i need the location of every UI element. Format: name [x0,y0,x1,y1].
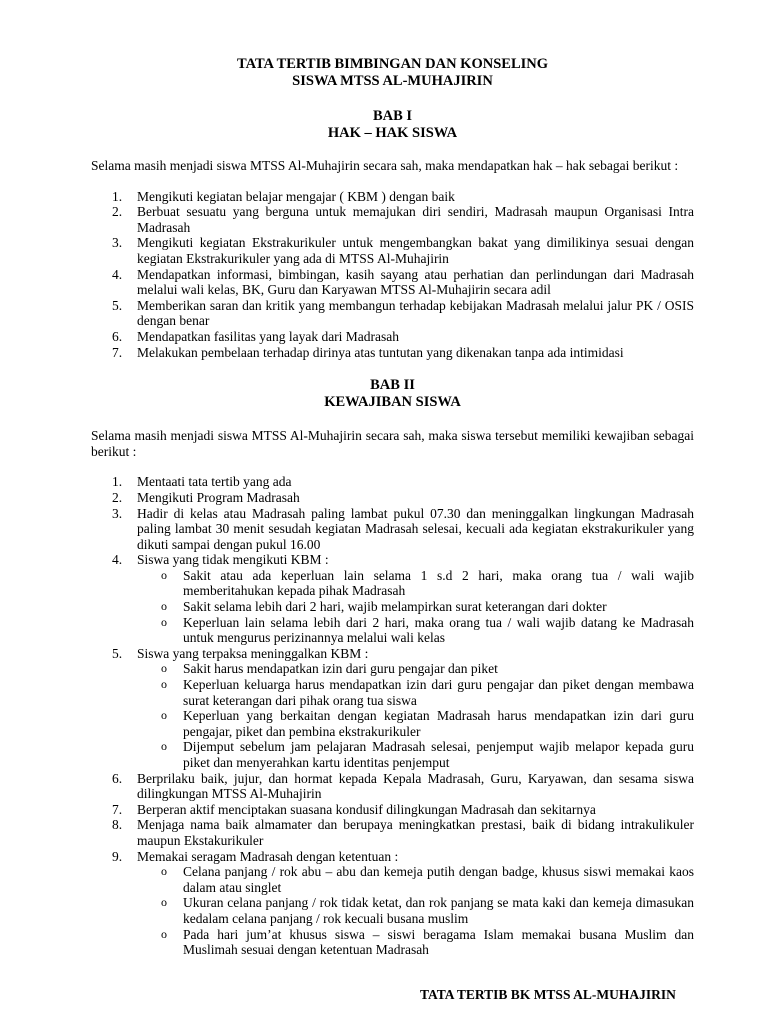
list-item-text: Mengikuti kegiatan Ekstrakurikuler untuk mengembangkan bakat yang dimilikinya sesuai dengan kegiatan Ekstrakurikuler yang ada di MTSS Al-Muhajirin [137,235,694,266]
bullet-icon: o [161,864,167,879]
list-item-text: Hadir di kelas atau Madrasah paling lambat pukul 07.30 dan meninggalkan lingkungan Madrasah paling lambat 30 menit sesudah kegiatan Madrasah selesai, kecuali ada kegiatan ekstrakurikuler yang dikuti sampai dengan pukul 16.00 [137,505,694,552]
sub-list-item [137,927,694,958]
list-item-text: Siswa yang terpaksa meninggalkan KBM : [137,645,369,661]
list-item-text: Berprilaku baik, jujur, dan hormat kepada Kepala Madrasah, Guru, Karyawan, dan sesama siswa dilingkungan MTSS Al-Muhajirin [137,770,694,802]
bullet-icon: o [161,661,167,676]
bullet-icon: o [161,708,167,723]
list-item [91,204,694,235]
list-item-text: Menjaga nama baik almamater dan berupaya meningkatkan prestasi, baik di bidang intrakulikuler maupun Ekstakurikuler [137,817,694,848]
list-item-number: 1. [112,188,123,204]
sub-list-item [137,864,694,895]
list-item-text: Memberikan saran dan kritik yang membangun terhadap kebijakan Madrasah melalui jalur PK / OSIS dengan benar [137,297,694,329]
list-item-number: 6. [112,770,123,786]
list-item [91,474,694,490]
bab2-subheading: KEWAJIBAN SISWA [324,393,461,410]
sub-list [137,864,694,958]
list-item-text: Mengikuti kegiatan belajar mengajar ( KBM ) dengan baik [137,188,455,204]
sub-list-item [137,661,694,677]
sub-list-item-text: Keperluan yang berkaitan dengan kegiatan Madrasah harus mendapatkan izin dari guru pengajar, piket dan pembina ekstrakurikuler [183,708,694,739]
list-item [91,552,694,646]
list-item-text: Memakai seragam Madrasah dengan ketentuan : [137,848,399,864]
bab2-list [91,474,694,957]
bab1-intro: Selama masih menjadi siswa MTSS Al-Muhajirin secara sah, maka mendapatkan hak – hak sebagai berikut : [91,158,679,173]
list-item-number: 6. [112,328,123,344]
bullet-icon: o [161,677,167,692]
sub-list-item [137,599,694,615]
sub-list-item-text: Celana panjang / rok abu – abu dan kemeja putih dengan badge, khusus siswi memakai kaos dalam atau singlet [183,864,694,895]
list-item-number: 5. [112,297,123,313]
list-item-text: Mengikuti Program Madrasah [137,489,300,505]
list-item [91,849,694,958]
bullet-icon: o [161,895,167,910]
bab1-subheading: HAK – HAK SISWA [327,124,458,141]
list-item-number: 4. [112,266,123,282]
list-item-number: 1. [112,474,123,490]
list-item [91,235,694,266]
list-item-text: Mentaati tata tertib yang ada [137,474,292,490]
list-item [91,506,694,553]
bullet-icon: o [161,599,167,614]
sub-list-item-text: Ukuran celana panjang / rok tidak ketat, dan rok panjang se mata kaki dan kemeja dimasukan kedalam celana panjang / rok kecuali busana muslim [183,895,694,926]
sub-list-item-text: Dijemput sebelum jam pelajaran Madrasah selesai, penjemput wajib melapor kepada guru piket dan menyerahkan kartu identitas penjemput [183,739,694,770]
document-page [91,0,694,958]
bab2-heading: BAB II [370,377,415,394]
bab2-intro: Selama masih menjadi siswa MTSS Al-Muhajirin secara sah, maka siswa tersebut memiliki kewajiban sebagai berikut : [91,428,694,459]
list-item-text: Berperan aktif menciptakan suasana kondusif dilingkungan Madrasah dan sekitarnya [137,801,596,817]
bullet-icon: o [161,739,167,754]
sub-list-item-text: Sakit selama lebih dari 2 hari, wajib melampirkan surat keterangan dari dokter [183,599,607,615]
list-item-text: Melakukan pembelaan terhadap dirinya atas tuntutan yang dikenakan tanpa ada intimidasi [137,344,624,360]
bullet-icon: o [161,567,167,582]
list-item-number: 2. [112,204,123,220]
sub-list-item [137,677,694,708]
sub-list-item-text: Keperluan keluarga harus mendapatkan izin dari guru pengajar dan piket dengan membawa surat keterangan dari pihak orang tua siswa [183,677,694,708]
sub-list-item-text: Sakit harus mendapatkan izin dari guru pengajar dan piket [183,661,498,677]
sub-list [137,568,694,646]
list-item [91,267,694,298]
sub-list-item [137,615,694,646]
list-item [91,490,694,506]
list-item [91,771,694,802]
list-item-text: Siswa yang tidak mengikuti KBM : [137,552,329,568]
bab1-heading: BAB I [372,108,413,124]
bullet-icon: o [161,926,167,941]
bullet-icon: o [161,614,167,629]
list-item-number: 7. [112,344,123,360]
list-item-number: 5. [112,645,123,661]
list-item-number: 2. [112,489,123,505]
sub-list-item [137,708,694,739]
list-item-number: 3. [112,235,123,251]
sub-list-item [137,739,694,770]
document-title-line-2: SISWA MTSS AL-MUHAJIRIN [292,72,493,89]
list-item-number: 7. [112,801,123,817]
list-item-text: Mendapatkan fasilitas yang layak dari Madrasah [137,328,400,344]
list-item [91,802,694,818]
list-item [91,329,694,345]
list-item [91,189,694,205]
list-item-text: Berbuat sesuatu yang berguna untuk memajukan diri sendiri, Madrasah maupun Organisasi Intra Madrasah [137,204,694,235]
document-title-line-1: TATA TERTIB BIMBINGAN DAN KONSELING [236,56,549,72]
list-item [91,817,694,848]
sub-list-item [137,895,694,926]
list-item-text: Mendapatkan informasi, bimbingan, kasih sayang atau perhatian dan perlindungan dari Madrasah melalui wali kelas, BK, Guru dan Karyawan MTSS Al-Muhajirin secara adil [137,266,694,298]
list-item [91,298,694,329]
list-item-number: 4. [112,552,123,568]
sub-list [137,661,694,770]
list-item [91,646,694,771]
sub-list-item-text: Pada hari jum’at khusus siswa – siswi beragama Islam memakai busana Muslim dan Muslimah sesuai dengan ketentuan Madrasah [183,926,694,958]
list-item-number: 9. [112,848,123,864]
list-item-number: 3. [112,505,123,521]
sub-list-item-text: Sakit atau ada keperluan lain selama 1 s.d 2 hari, maka orang tua / wali wajib memberitahukan kepada pihak Madrasah [183,567,694,599]
list-item-number: 8. [112,817,123,833]
sub-list-item [137,568,694,599]
sub-list-item-text: Keperluan lain selama lebih dari 2 hari, maka orang tua / wali wajib datang ke Madrasah untuk mengurus perizinannya melalui wali kelas [183,614,694,646]
page-footer: TATA TERTIB BK MTSS AL-MUHAJIRIN [420,987,676,1002]
bab1-list [91,189,694,361]
list-item [91,345,694,361]
